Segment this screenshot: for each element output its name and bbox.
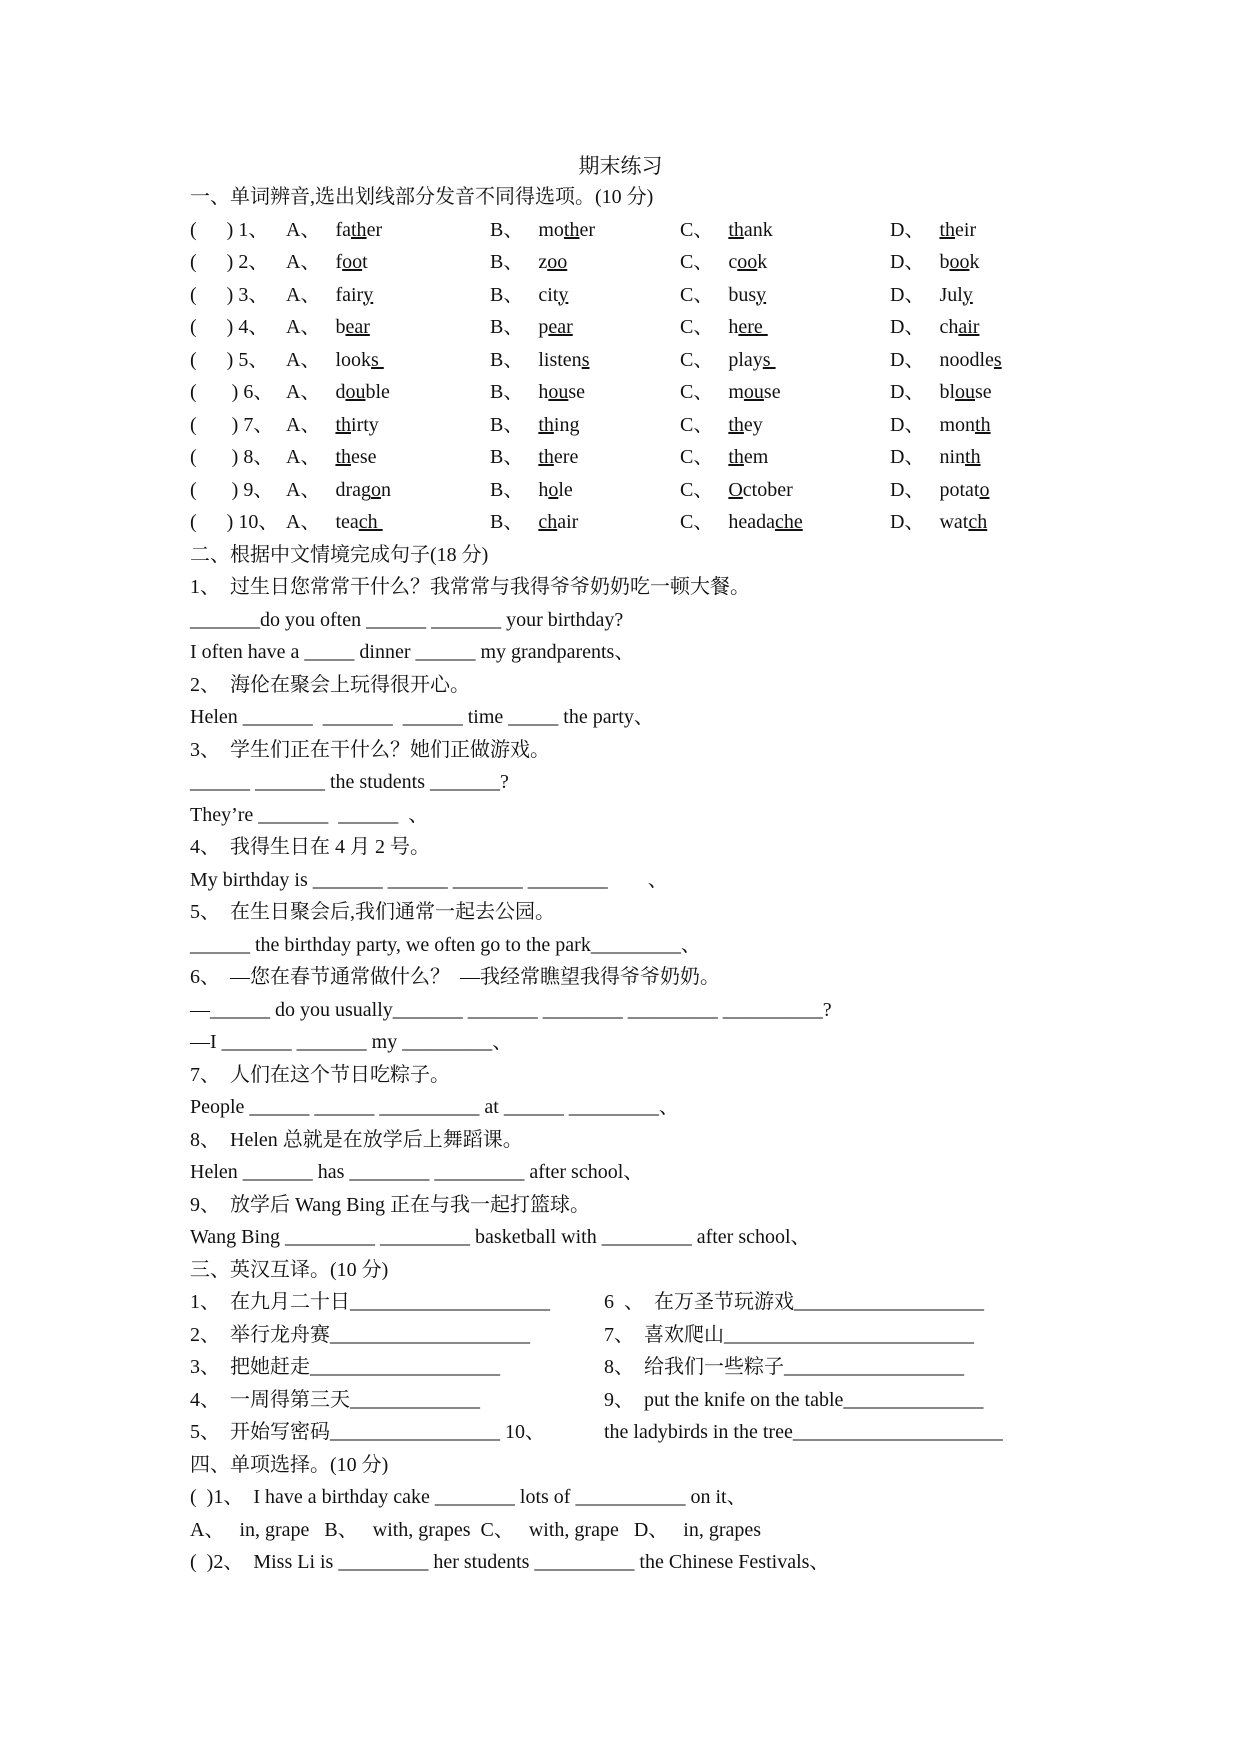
option-word: listens (538, 348, 590, 371)
option-a (286, 445, 377, 469)
option-label: B、 (490, 511, 539, 533)
option-word: there (538, 446, 579, 468)
translation-item-left: 3、 把她赶走___________________ (190, 1356, 500, 1378)
sentence-line: 5、 在生日聚会后,我们通常一起去公园。 (190, 901, 555, 923)
sentence-line: 6、 —您在春节通常做什么？ —我经常瞧望我得爷爷奶奶。 (190, 966, 720, 988)
option-a (286, 510, 383, 534)
option-label: A、 (286, 446, 336, 468)
option-label: A、 (286, 381, 336, 403)
option-word: book (939, 251, 980, 273)
option-b (490, 283, 568, 307)
option-c (680, 250, 767, 274)
question-number: ( ) 4、 (190, 316, 269, 338)
option-label: D、 (890, 478, 940, 501)
option-word: mouse (728, 381, 781, 403)
option-word: city (538, 283, 569, 306)
option-word: father (335, 218, 383, 241)
option-word: potato (939, 478, 990, 501)
option-word: month (939, 413, 991, 436)
option-a (286, 348, 384, 372)
option-label: B、 (490, 381, 539, 403)
option-word: mother (538, 218, 596, 241)
option-word: thirty (335, 413, 379, 436)
option-word: watch (939, 511, 988, 533)
sentence-line: Helen _______ _______ ______ time _____ the party、 (190, 706, 654, 728)
option-label: C、 (680, 446, 729, 468)
option-b (490, 250, 567, 274)
question-number: ( ) 1、 (190, 218, 269, 241)
option-b (490, 218, 595, 242)
option-label: B、 (490, 251, 539, 273)
option-label: B、 (490, 348, 539, 371)
section-4-heading: 四、单项选择。(10 分) (190, 1453, 389, 1476)
option-b (490, 413, 579, 437)
option-word: plays (728, 348, 776, 371)
option-label: B、 (490, 446, 539, 468)
option-word: them (728, 446, 769, 468)
option-label: D、 (890, 381, 940, 403)
option-label: B、 (490, 283, 539, 306)
option-b (490, 478, 573, 502)
option-label: B、 (490, 316, 539, 338)
translation-item-right: 9、 put the knife on the table______________ (604, 1388, 984, 1411)
question-number: ( ) 5、 (190, 348, 269, 371)
question-number: ( ) 3、 (190, 283, 269, 306)
translation-item-left: 4、 一周得第三天_____________ (190, 1388, 480, 1411)
option-c (680, 283, 766, 307)
question-number: ( ) 8、 (190, 446, 274, 468)
option-c (680, 510, 803, 534)
option-a (286, 218, 382, 242)
sentence-line: 8、 Helen 总就是在放学后上舞蹈课。 (190, 1128, 523, 1151)
option-b (490, 445, 578, 469)
option-label: D、 (890, 283, 940, 306)
option-d (890, 348, 1002, 372)
question-number: ( ) 6、 (190, 381, 274, 403)
option-c (680, 315, 768, 339)
sentence-line: 7、 人们在这个节日吃粽子。 (190, 1063, 450, 1086)
choice-line: ( )1、 I have a birthday cake ________ lots of ___________ on it、 (190, 1486, 747, 1508)
option-label: A、 (286, 283, 336, 306)
option-label: D、 (890, 511, 940, 533)
option-word: thing (538, 413, 580, 436)
option-label: A、 (286, 348, 336, 371)
sentence-line: 3、 学生们正在干什么？她们正做游戏。 (190, 738, 550, 761)
option-c (680, 218, 773, 242)
option-word: their (939, 218, 977, 241)
option-c (680, 413, 763, 437)
option-word: blouse (939, 381, 992, 403)
option-label: C、 (680, 381, 729, 403)
option-label: D、 (890, 316, 940, 338)
option-a (286, 380, 390, 404)
option-word: dragon (335, 478, 391, 501)
option-d (890, 283, 973, 307)
option-label: C、 (680, 413, 729, 436)
option-label: C、 (680, 478, 729, 501)
option-word: looks (335, 348, 384, 371)
section-3-heading: 三、英汉互译。(10 分) (190, 1258, 389, 1281)
option-word: October (728, 478, 793, 501)
sentence-line: They’re _______ ______ 、 (190, 803, 429, 826)
option-word: teach (335, 511, 383, 533)
option-b (490, 315, 573, 339)
sentence-line: Helen _______ has ________ _________ after school、 (190, 1161, 644, 1183)
option-d (890, 218, 976, 242)
option-word: hole (538, 478, 573, 501)
option-label: A、 (286, 413, 336, 436)
section-2-heading: 二、根据中文情境完成句子(18 分) (190, 543, 489, 566)
option-a (286, 478, 391, 502)
option-label: C、 (680, 316, 729, 338)
option-label: A、 (286, 478, 336, 501)
option-label: C、 (680, 511, 729, 533)
option-d (890, 445, 981, 469)
sentence-line: Wang Bing _________ _________ basketball with _________ after school、 (190, 1226, 811, 1248)
choice-line: A、 in, grape B、 with, grapes C、 with, grape D、 in, grapes (190, 1518, 762, 1541)
sentence-line: 2、 海伦在聚会上玩得很开心。 (190, 673, 470, 696)
sentence-line: My birthday is _______ ______ _______ ________ 、 (190, 868, 668, 891)
option-word: noodles (939, 348, 1002, 371)
option-word: pear (538, 316, 573, 338)
option-label: A、 (286, 251, 336, 273)
option-label: C、 (680, 218, 729, 241)
option-b (490, 380, 585, 404)
question-number: ( ) 7、 (190, 413, 274, 436)
option-b (490, 510, 578, 534)
option-label: C、 (680, 251, 729, 273)
option-label: D、 (890, 218, 940, 241)
page-title: 期末练习 (578, 154, 663, 178)
option-label: B、 (490, 218, 539, 241)
sentence-line: I often have a _____ dinner ______ my grandparents、 (190, 641, 635, 663)
option-label: D、 (890, 348, 940, 371)
choice-line: ( )2、 Miss Li is _________ her students __________ the Chinese Festivals、 (190, 1551, 830, 1573)
option-label: C、 (680, 348, 729, 371)
option-d (890, 315, 979, 339)
translation-item-right: 7、 喜欢爬山_________________________ (604, 1323, 974, 1346)
option-word: foot (335, 251, 368, 273)
option-word: ninth (939, 446, 981, 468)
translation-item-right: 8、 给我们一些粽子__________________ (604, 1356, 964, 1378)
option-a (286, 315, 370, 339)
option-c (680, 348, 776, 372)
question-number: ( ) 2、 (190, 251, 269, 273)
option-a (286, 283, 373, 307)
sentence-line: ______ the birthday party, we often go to the park_________、 (190, 933, 701, 956)
option-word: house (538, 381, 586, 403)
option-label: C、 (680, 283, 729, 306)
option-label: D、 (890, 413, 940, 436)
option-a (286, 250, 368, 274)
option-word: double (335, 381, 390, 403)
sentence-line: 4、 我得生日在 4 月 2 号。 (190, 836, 430, 858)
option-word: chair (538, 511, 579, 533)
option-b (490, 348, 589, 372)
sentence-line: 9、 放学后 Wang Bing 正在与我一起打篮球。 (190, 1193, 591, 1216)
option-word: here (728, 316, 768, 338)
option-label: B、 (490, 478, 539, 501)
option-word: cook (728, 251, 768, 273)
option-d (890, 478, 989, 502)
option-d (890, 510, 987, 534)
option-c (680, 445, 768, 469)
option-label: A、 (286, 316, 336, 338)
option-d (890, 250, 979, 274)
option-word: headache (728, 511, 803, 533)
option-label: D、 (890, 446, 940, 468)
section-1-heading: 一、单词辨音,选出划线部分发音不同得选项。(10 分) (190, 186, 654, 208)
option-word: July (939, 283, 973, 306)
option-word: busy (728, 283, 767, 306)
option-a (286, 413, 379, 437)
option-word: chair (939, 316, 980, 338)
option-word: bear (335, 316, 370, 338)
option-c (680, 380, 781, 404)
sentence-line: ______ _______ the students _______? (190, 771, 509, 793)
translation-item-left: 5、 开始写密码_________________ 10、 (190, 1421, 545, 1443)
option-word: zoo (538, 251, 568, 273)
option-label: D、 (890, 251, 940, 273)
option-label: A、 (286, 511, 336, 533)
question-number: ( ) 9、 (190, 478, 274, 501)
option-word: fairy (335, 283, 374, 306)
translation-item-left: 1、 在九月二十日____________________ (190, 1291, 550, 1313)
sentence-line: 1、 过生日您常常干什么？我常常与我得爷爷奶奶吃一顿大餐。 (190, 576, 750, 598)
translation-item-left: 2、 举行龙舟赛____________________ (190, 1323, 530, 1346)
option-label: A、 (286, 218, 336, 241)
option-d (890, 380, 992, 404)
option-word: these (335, 446, 377, 468)
question-number: ( ) 10、 (190, 511, 279, 533)
option-word: thank (728, 218, 773, 241)
option-d (890, 413, 991, 437)
translation-item-right: 6 、 在万圣节玩游戏___________________ (604, 1291, 984, 1313)
sentence-line: People ______ ______ __________ at ______ _________、 (190, 1096, 679, 1118)
option-c (680, 478, 793, 502)
option-word: they (728, 413, 763, 436)
translation-item-right: the ladybirds in the tree_____________________ (604, 1421, 1003, 1443)
sentence-line: —I _______ _______ my _________、 (190, 1031, 513, 1053)
sentence-line: _______do you often ______ _______ your birthday? (190, 608, 624, 631)
sentence-line: —______ do you usually_______ _______ ________ _________ __________? (190, 998, 832, 1021)
option-label: B、 (490, 413, 539, 436)
